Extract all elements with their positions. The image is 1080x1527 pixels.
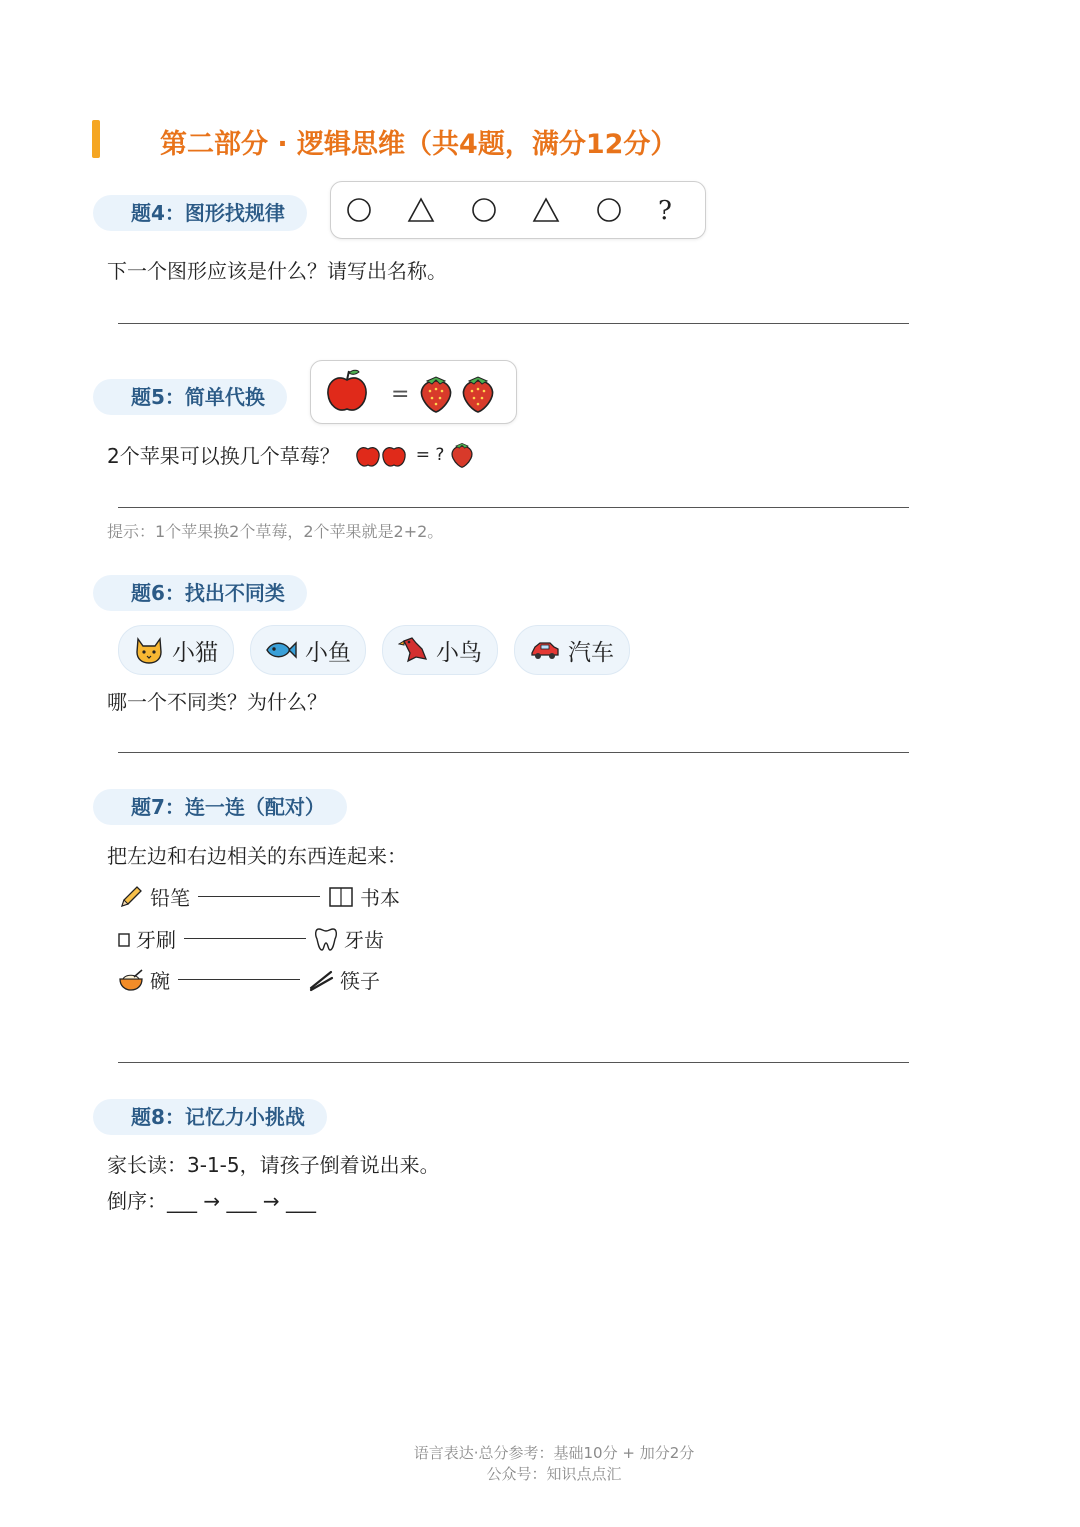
circle-shape — [348, 199, 370, 221]
option-car[interactable] — [514, 625, 630, 675]
pair-row[interactable] — [118, 882, 400, 911]
substitution-box — [310, 360, 517, 424]
bird-icon — [398, 635, 428, 665]
pencil-icon — [118, 884, 144, 910]
section-title: 第二部分 · 逻辑思维（共4题，满分12分） — [160, 129, 678, 160]
section-accent-bar — [92, 120, 100, 158]
pair-left-label: 碗 — [150, 969, 170, 993]
tooth-icon — [314, 926, 338, 952]
pair-left-label: 牙刷 — [136, 928, 176, 952]
option-bird[interactable] — [382, 625, 498, 675]
option-label: 小猫 — [172, 639, 218, 666]
q4-answer-line[interactable] — [118, 323, 909, 324]
question-mark: ? — [658, 196, 672, 226]
q4-prompt: 下一个图形应该是什么？请写出名称。 — [107, 259, 447, 283]
q5-prompt-row — [107, 440, 474, 469]
option-label: 小鱼 — [305, 639, 351, 666]
q6-prompt: 哪一个不同类？为什么？ — [107, 690, 327, 714]
q5-prompt: 2个苹果可以换几个草莓？ — [107, 444, 340, 468]
fish-icon — [265, 638, 297, 662]
q5-label: 题5：简单代换 — [93, 379, 287, 415]
shape-sequence — [331, 182, 705, 238]
car-icon — [530, 639, 560, 661]
connector-line — [198, 896, 320, 897]
toothbrush-icon — [118, 928, 132, 950]
q6-label: 题6：找出不同类 — [93, 575, 307, 611]
chopsticks-icon — [308, 968, 334, 992]
apple-icon — [356, 442, 410, 468]
apple-icon — [328, 370, 366, 410]
shape-sequence-box — [330, 181, 706, 239]
q8-answer-row[interactable] — [107, 1185, 316, 1214]
pair-right-label: 筷子 — [340, 969, 380, 993]
circle-shape — [473, 199, 495, 221]
book-icon — [328, 885, 354, 909]
q5-hint: 提示：1个苹果换2个草莓，2个苹果就是2+2。 — [107, 522, 444, 541]
strawberry-icon — [464, 377, 493, 412]
pair-right-label: 书本 — [360, 886, 400, 910]
q4-label: 题4：图形找规律 — [93, 195, 307, 231]
footer-score-note: 语言表达·总分参考：基础10分 + 加分2分 — [413, 1444, 695, 1462]
triangle-shape — [534, 199, 558, 221]
equals-sign: = — [391, 382, 410, 407]
pair-row[interactable] — [118, 965, 380, 994]
option-cat[interactable] — [118, 625, 234, 675]
q8-answer-blanks[interactable]: ___ → ___ → ___ — [167, 1189, 316, 1213]
strawberry-icon — [450, 442, 474, 468]
pair-left-label: 铅笔 — [150, 886, 190, 910]
circle-shape — [598, 199, 620, 221]
q5-prompt-tail: = ? — [415, 444, 445, 465]
strawberry-icon — [422, 377, 451, 412]
option-label: 小鸟 — [436, 639, 482, 666]
q8-answer-prefix: 倒序： — [107, 1189, 167, 1213]
cat-icon — [134, 636, 164, 664]
pair-row[interactable] — [118, 924, 384, 953]
q7-prompt: 把左边和右边相关的东西连起来： — [107, 844, 407, 868]
triangle-shape — [409, 199, 433, 221]
q8-label: 题8：记忆力小挑战 — [93, 1099, 327, 1135]
bowl-icon — [118, 968, 144, 992]
q7-label: 题7：连一连（配对） — [93, 789, 347, 825]
connector-line — [178, 979, 300, 980]
connector-line — [184, 938, 306, 939]
footer-account: 公众号：知识点点汇 — [486, 1465, 622, 1483]
pair-right-label: 牙齿 — [344, 928, 384, 952]
q7-answer-line[interactable] — [118, 1062, 909, 1063]
q6-answer-line[interactable] — [118, 752, 909, 753]
option-label: 汽车 — [568, 639, 614, 666]
q8-prompt: 家长读：3-1-5，请孩子倒着说出来。 — [107, 1153, 440, 1177]
q5-answer-line[interactable] — [118, 507, 909, 508]
option-fish[interactable] — [250, 625, 366, 675]
